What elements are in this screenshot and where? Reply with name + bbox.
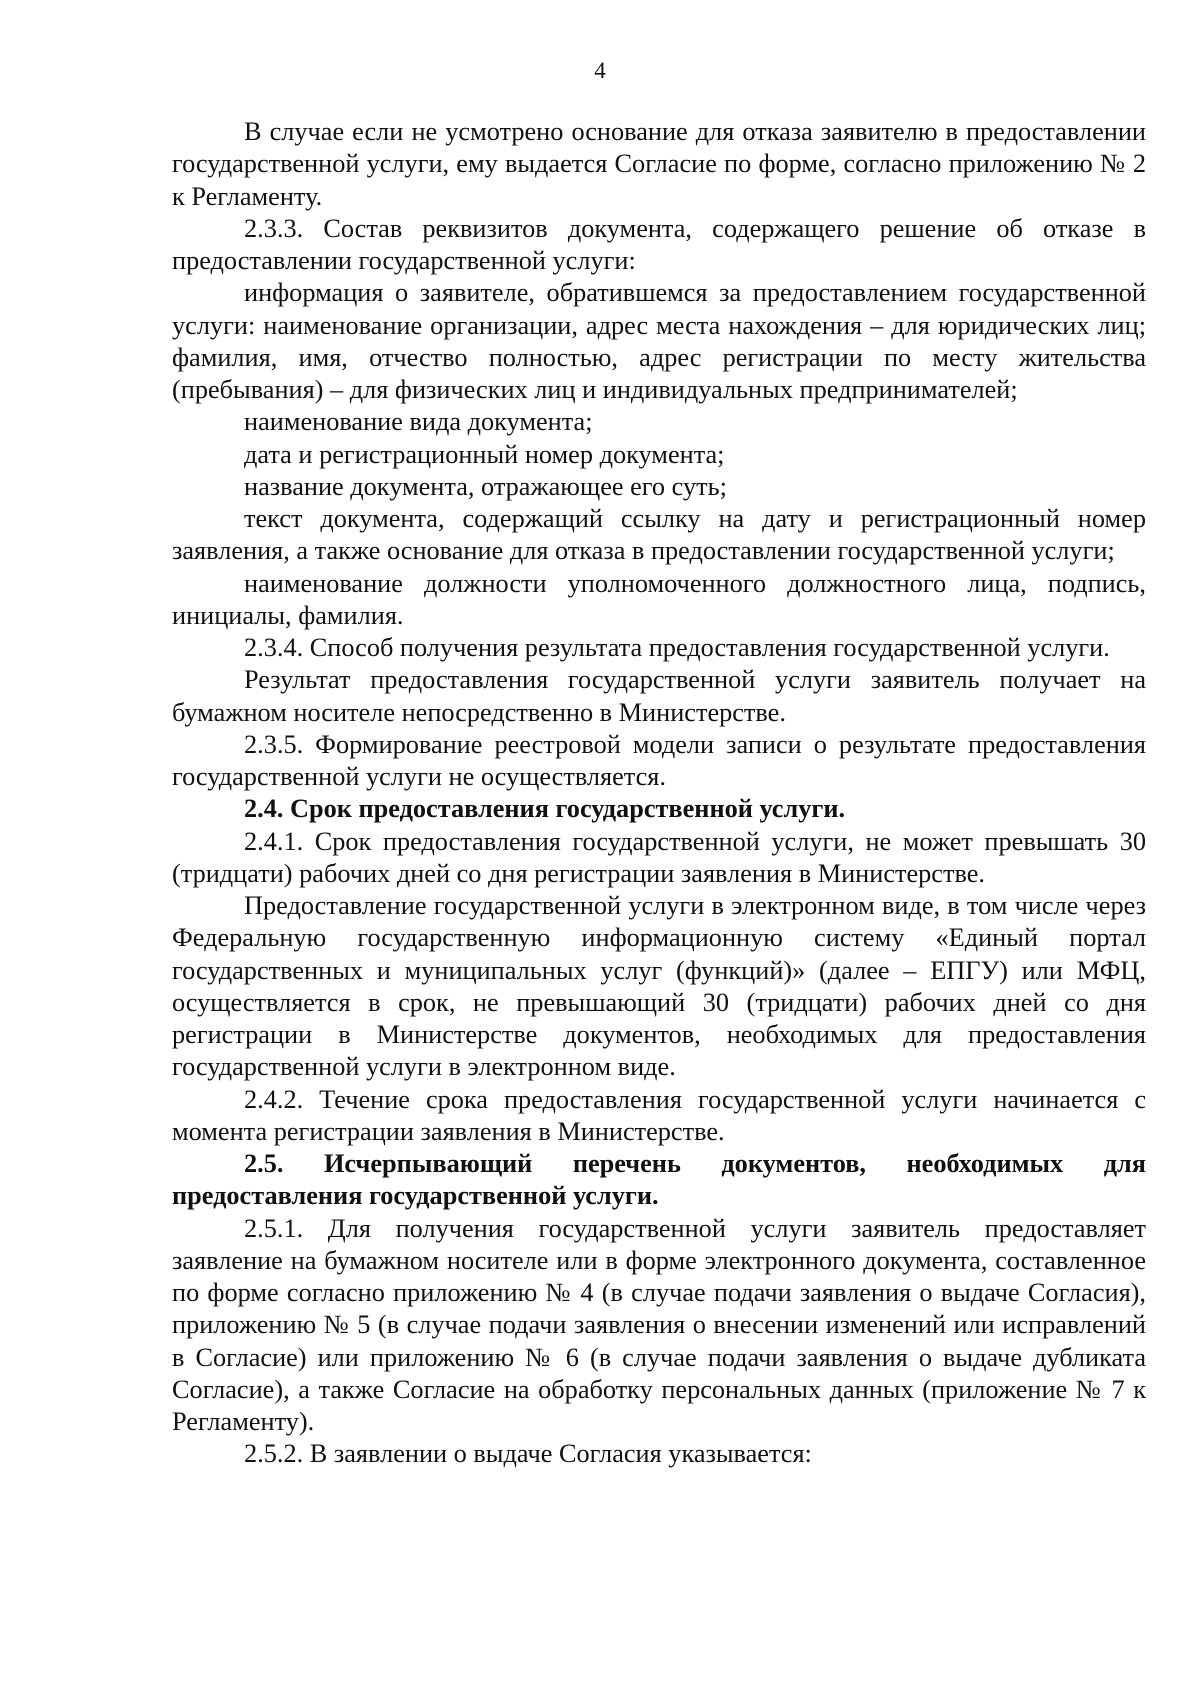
paragraph: В случае если не усмотрено основание для отказа заявителю в предоставлении государственной услуги, ему выдается Согласие по форме, согласно приложению № 2 к Регламенту. (172, 117, 1146, 211)
paragraph: информация о заявителе, обратившемся за предоставлением государственной услуги: наименование организации, адрес места нахождения – для юридических лиц; фамилия, имя, отчество полностью, адрес регистрации по месту жительства (пребывания) – для физических лиц и индивидуальных предпринимателей; (172, 278, 1146, 404)
paragraph: 2.3.3. Состав реквизитов документа, содержащего решение об отказе в предоставлении государственной услуги: (172, 213, 1146, 275)
paragraph: дата и регистрационный номер документа; (244, 439, 725, 469)
document-body (172, 116, 1146, 1471)
paragraph: текст документа, содержащий ссылку на дату и регистрационный номер заявления, а также основание для отказа в предоставлении государственной услуги; (172, 504, 1146, 566)
paragraph: 2.5.1. Для получения государственной услуги заявитель предоставляет заявление на бумажном носителе или в форме электронного документа, составленное по форме согласно приложению № 4 (в случае подачи заявления о выдаче Согласия), приложению № 5 (в случае подачи заявления о внесении изменений или исправлений в Согласие) или приложению № 6 (в случае подачи заявления о выдаче дубликата Согласие), а также Согласие на обработку персональных данных (приложение № 7 к Регламенту). (172, 1213, 1146, 1436)
paragraph: 2.3.4. Способ получения результата предоставления государственной услуги. (244, 633, 1110, 662)
paragraph: 2.3.5. Формирование реестровой модели записи о результате предоставления государственной услуги не осуществляется. (172, 729, 1146, 791)
paragraph: наименование вида документа; (244, 407, 593, 437)
paragraph: 2.4.2. Течение срока предоставления государственной услуги начинается с момента регистрации заявления в Министерстве. (172, 1084, 1146, 1146)
section-heading: 2.5. Исчерпывающий перечень документов, необходимых для предоставления государственной услуги. (172, 1149, 1146, 1211)
section-heading: 2.4. Срок предоставления государственной услуги. (244, 794, 846, 824)
paragraph: наименование должности уполномоченного должностного лица, подпись, инициалы, фамилия. (172, 568, 1146, 630)
paragraph: 2.4.1. Срок предоставления государственной услуги, не может превышать 30 (тридцати) рабочих дней со дня регистрации заявления в Министерстве. (172, 826, 1146, 888)
paragraph: название документа, отражающее его суть; (244, 471, 727, 501)
paragraph: 2.5.2. В заявлении о выдаче Согласия указывается: (244, 1439, 812, 1469)
page-number: 4 (594, 58, 606, 83)
paragraph: Результат предоставления государственной услуги заявитель получает на бумажном носителе непосредственно в Министерстве. (172, 665, 1146, 727)
paragraph: Предоставление государственной услуги в электронном виде, в том числе через Федеральную государственную информационную систему «Единый портал государственных и муниципальных услуг (функций)» (далее – ЕПГУ) или МФЦ, осуществляется в срок, не превышающий 30 (тридцати) рабочих дней со дня регистрации в Министерстве документов, необходимых для предоставления государственной услуги в электронном виде. (172, 891, 1146, 1082)
